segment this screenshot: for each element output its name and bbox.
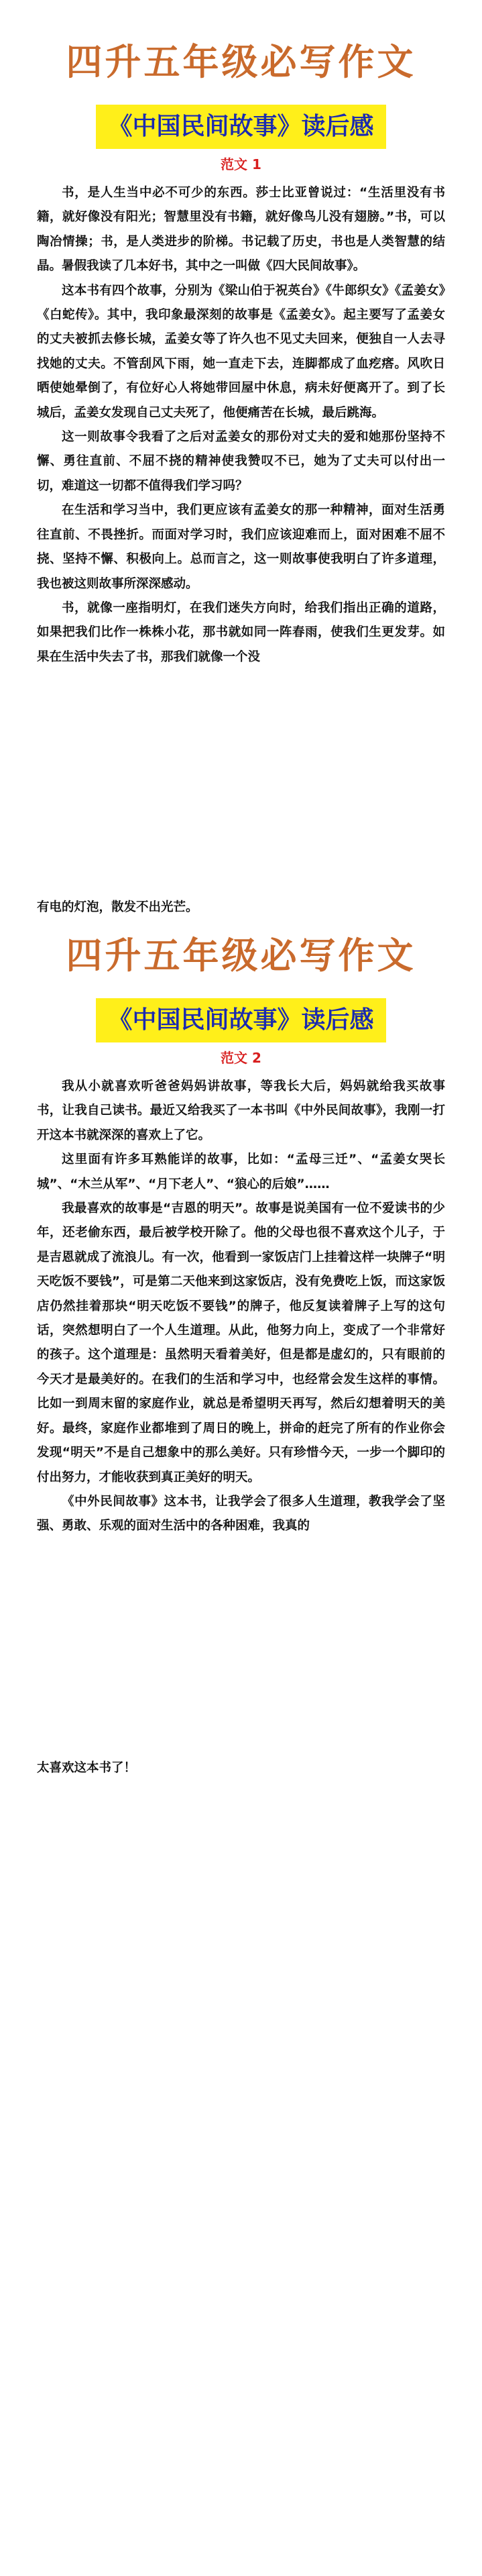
essay-1-paragraph: 这一则故事令我看了之后对孟姜女的那份对丈夫的爱和她那份坚持不懈、勇往直前、不屈不挠的精神使我赞叹不已，她为了丈夫可以付出一切，难道这一切都不值得我们学习吗？ [37, 430, 445, 493]
essay-1 [0, 39, 482, 669]
essay-2-body [37, 1075, 445, 1539]
essay-2-paragraph: 我从小就喜欢听爸爸妈妈讲故事，等我长大后，妈妈就给我买故事书，让我自己读书。最近又给我买了一本书叫《中外民间故事》，我刚一打开这本书就深深的喜欢上了它。 [37, 1079, 445, 1142]
essay-1-tail: 有电的灯泡，散发不出光芒。 [37, 900, 198, 914]
essay-1-sub-title: 《中国民间故事》读后感 [96, 105, 385, 149]
essay-2-sub-title: 《中国民间故事》读后感 [96, 998, 385, 1042]
essay-2-main-title: 四升五年级必写作文 [66, 934, 416, 977]
essay-2-paragraph: 我最喜欢的故事是“吉恩的明天”。故事是说美国有一位不爱读书的少年，还老偷东西，最后被学校开除了。他的父母也很不喜欢这个儿子，于是吉恩就成了流浪儿。有一次，他看到一家饭店门上挂着这样一块牌子“明天吃饭不要钱”，可是第二天他来到这家饭店，没有免费吃上饭，而这家饭店仍然挂着那块“明天吃饭不要钱”的牌子，他反复读着牌子上写的这句话，突然想明白了一个人生道理。从此，他努力向上，变成了一个非常好的孩子。这个道理是：虽然明天看着美好，但是都是虚幻的，只有眼前的今天才是最美好的。在我们的生活和学习中，也经常会发生这样的事情。比如一到周末留的家庭作业，就总是希望明天再写，然后幻想着明天的美好。最终，家庭作业都堆到了周日的晚上，拼命的赶完了所有的作业你会发现“明天”不是自己想象中的那么美好。只有珍惜今天，一步一个脚印的付出努力，才能收获到真正美好的明天。 [37, 1201, 445, 1485]
essay-1-paragraph: 书，就像一座指明灯，在我们迷失方向时，给我们指出正确的道路，如果把我们比作一株株小花，那书就如同一阵春雨，使我们生更发芽。如果在生活中失去了书，那我们就像一个没 [37, 600, 445, 664]
essay-2-paragraph: 这里面有许多耳熟能详的故事，比如：“孟母三迁”、“孟姜女哭长城”、“木兰从军”、“月下老人”、“狼心的后娘”…… [37, 1152, 445, 1191]
essay-2-tail: 太喜欢这本书了！ [37, 1761, 137, 1775]
essay-1-paragraph: 在生活和学习当中，我们更应该有孟姜女的那一种精神，面对生活勇往直前、不畏挫折。而面对学习时，我们应该迎难而上，面对困难不屈不挠、坚持不懈、积极向上。总而言之，这一则故事使我明白了许多道理，我也被这则故事所深深感动。 [37, 503, 445, 591]
essay-1-paragraph: 书，是人生当中必不可少的东西。莎士比亚曾说过：“生活里没有书籍，就好像没有阳光；智慧里没有书籍，就好像鸟儿没有翅膀。”书，可以陶冶情操；书，是人类进步的阶梯。书记载了历史，书也是人类智慧的结晶。暑假我读了几本好书，其中之一叫做《四大民间故事》。 [37, 186, 445, 274]
essay-1-main-title: 四升五年级必写作文 [66, 41, 416, 83]
essay-2-label: 范文 2 [221, 1050, 261, 1066]
essay-2-paragraph: 《中外民间故事》这本书，让我学会了很多人生道理，教我学会了坚强、勇敢、乐观的面对生活中的各种困难，我真的 [37, 1494, 445, 1534]
essay-1-body [37, 181, 445, 669]
essay-1-paragraph: 这本书有四个故事，分别为《梁山伯于祝英台》《牛郎织女》《孟姜女》《白蛇传》。其中，我印象最深刻的故事是《孟姜女》。起主要写了孟姜女的丈夫被抓去修长城，孟姜女等了许久也不见丈夫回来，便独自一人去寻找她的丈夫。不管刮风下雨，她一直走下去，连脚都成了血疙瘩。风吹日晒使她晕倒了，有位好心人将她带回屋中休息，病未好便离开了。到了长城后，孟姜女发现自己丈夫死了，他便痛苦在长城，最后跳海。 [37, 283, 445, 420]
essay-1-label: 范文 1 [221, 156, 261, 172]
essay-2 [0, 932, 482, 1539]
